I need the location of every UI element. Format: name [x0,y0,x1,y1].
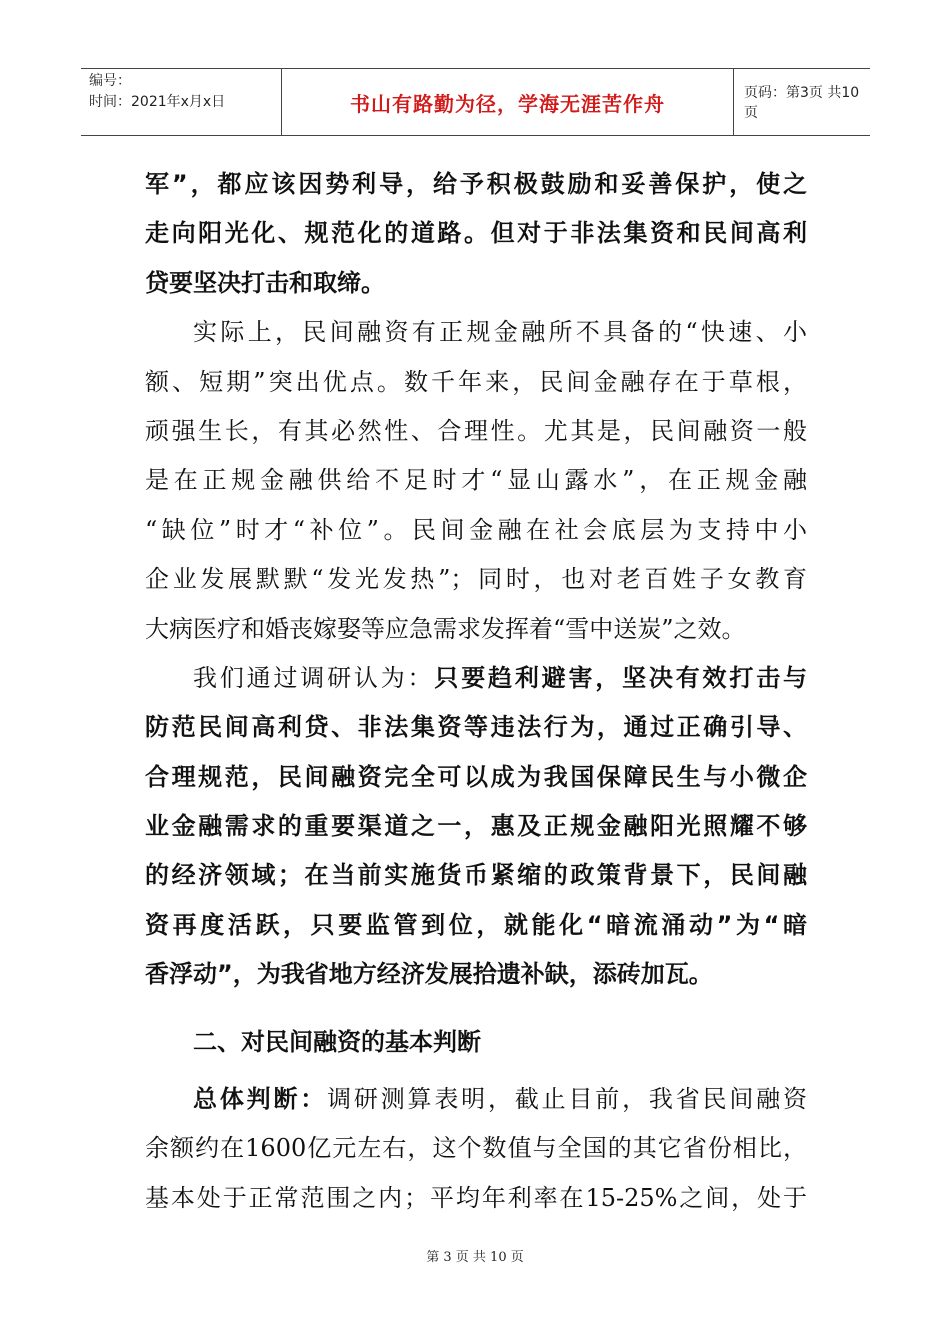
page-header [81,68,870,136]
header-meta [81,69,282,135]
text-line: 大病医疗和婚丧嫁娶等应急需求发挥着“雪中送炭”之效。 [145,614,746,643]
text-line: 资再度活跃，只要监管到位，就能化“暗流涌动”为“暗 [145,910,807,939]
text-line: 企业发展默默“发光发热”；同时，也对老百姓子女教育 [145,565,807,594]
text-line: 基本处于正常范围之内；平均年利率在15-25%之间，处于 [145,1183,807,1212]
text-line: 实际上，民间融资有正规金融所不具备的“快速、小 [193,318,807,347]
text-line: 顽强生长，有其必然性、合理性。尤其是，民间融资一般 [145,416,807,445]
time-label: 时间：2021年x月x日 [89,94,226,110]
text-line: 香浮动”，为我省地方经济发展拾遗补缺，添砖加瓦。 [145,960,713,989]
document-body [145,160,807,1223]
text-span: 调研测算表明，截止目前，我省民间融资 [327,1085,808,1114]
text-line [145,1075,807,1124]
text-line: “缺位”时才“补位”。民间金融在社会底层为支持中小 [145,515,807,544]
page-footer: 第 3 页 共 10 页 [426,1250,524,1265]
text-line [145,654,807,703]
text-line: 额、短期”突出优点。数千年来，民间金融存在于草根， [145,367,807,396]
text-line: 贷要坚决打击和取缔。 [145,268,385,297]
text-line: 防范民间高利贷、非法集资等违法行为，通过正确引导、 [145,713,807,742]
text-line: 走向阳光化、规范化的道路。但对于非法集资和民间高利 [145,219,807,248]
emphasis-text: 只要趋利避害，坚决有效打击与 [434,663,808,692]
header-page-info: 页码：第3页 共10页 [744,85,860,121]
number-label: 编号： [89,73,131,89]
text-line: 合理规范，民间融资完全可以成为我国保障民生与小微企 [145,762,807,791]
section-heading: 二、对民间融资的基本判断 [193,1027,481,1056]
text-line: 业金融需求的重要渠道之一，惠及正规金融阳光照耀不够 [145,812,807,841]
paragraph-lead: 总体判断： [193,1085,328,1114]
text-line: 军”，都应该因势利导，给予积极鼓励和妥善保护，使之 [145,170,807,198]
header-motto-cell [282,69,734,135]
text-line: 是在正规金融供给不足时才“显山露水”，在正规金融 [145,466,807,495]
text-line: 余额约在1600亿元左右，这个数值与全国的其它省份相比， [145,1134,807,1163]
paragraph-lead: 我们通过调研认为： [193,663,435,692]
header-motto: 书山有路勤为径，学海无涯苦作舟 [350,91,665,116]
text-line: 的经济领域；在当前实施货币紧缩的政策背景下，民间融 [145,861,807,890]
